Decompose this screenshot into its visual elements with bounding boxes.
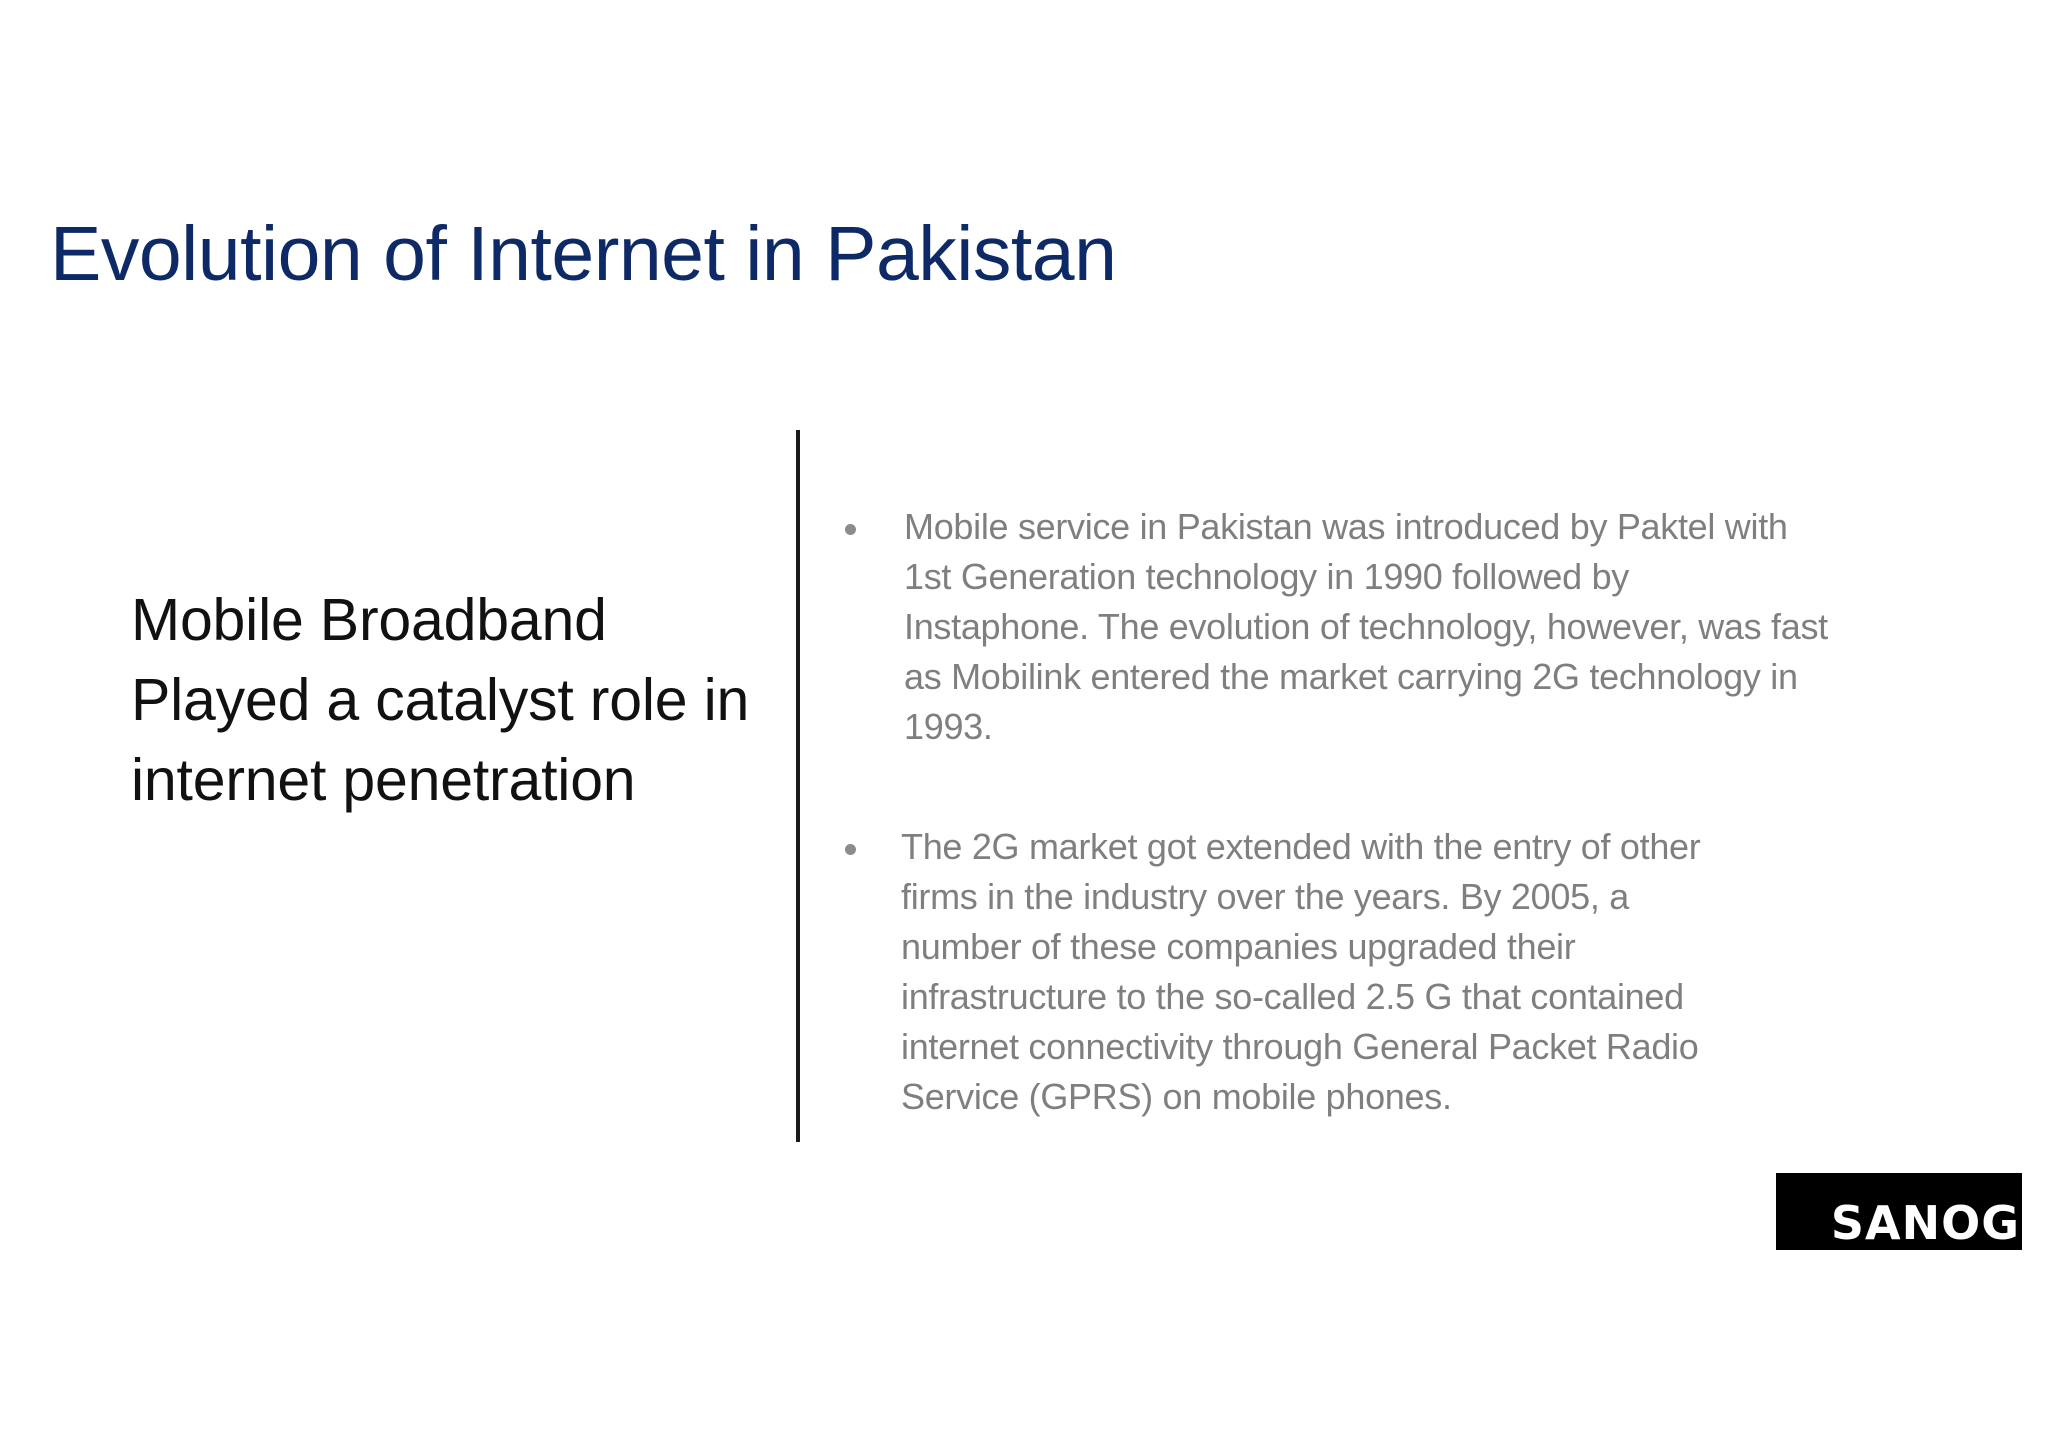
bullet-line: infrastructure to the so-called 2.5 G that contained	[901, 976, 1684, 1017]
bullet-dot-icon	[845, 524, 856, 535]
section-heading-line: Played a catalyst role in	[131, 667, 750, 733]
bullet-line: Mobile service in Pakistan was introduced by Paktel with	[904, 506, 1788, 547]
bullet-line: internet connectivity through General Packet Radio	[901, 1026, 1699, 1067]
bullet-line: firms in the industry over the years. By 2005, a	[901, 876, 1629, 917]
bullet-line: 1st Generation technology in 1990 followed by	[904, 556, 1629, 597]
section-heading-line: internet penetration	[131, 747, 636, 813]
bullet-line: number of these companies upgraded their	[901, 926, 1576, 967]
bullet-line: Service (GPRS) on mobile phones.	[901, 1076, 1452, 1117]
bullet-text	[904, 502, 1828, 752]
bullet-text	[901, 822, 1700, 1122]
section-heading	[131, 580, 791, 820]
logo-text: SANOG	[1830, 1196, 2020, 1250]
sanog-logo	[1776, 1173, 2022, 1250]
slide-title: Evolution of Internet in Pakistan	[50, 211, 1117, 297]
bullet-line: Instaphone. The evolution of technology, however, was fast	[904, 606, 1828, 647]
bullet-dot-icon	[845, 844, 856, 855]
bullet-line: The 2G market got extended with the entry of other	[901, 826, 1701, 867]
bullet-line: 1993.	[904, 706, 993, 747]
section-heading-line: Mobile Broadband	[131, 587, 607, 653]
bullet-line: as Mobilink entered the market carrying 2G technology in	[904, 656, 1798, 697]
vertical-divider	[796, 430, 800, 1142]
